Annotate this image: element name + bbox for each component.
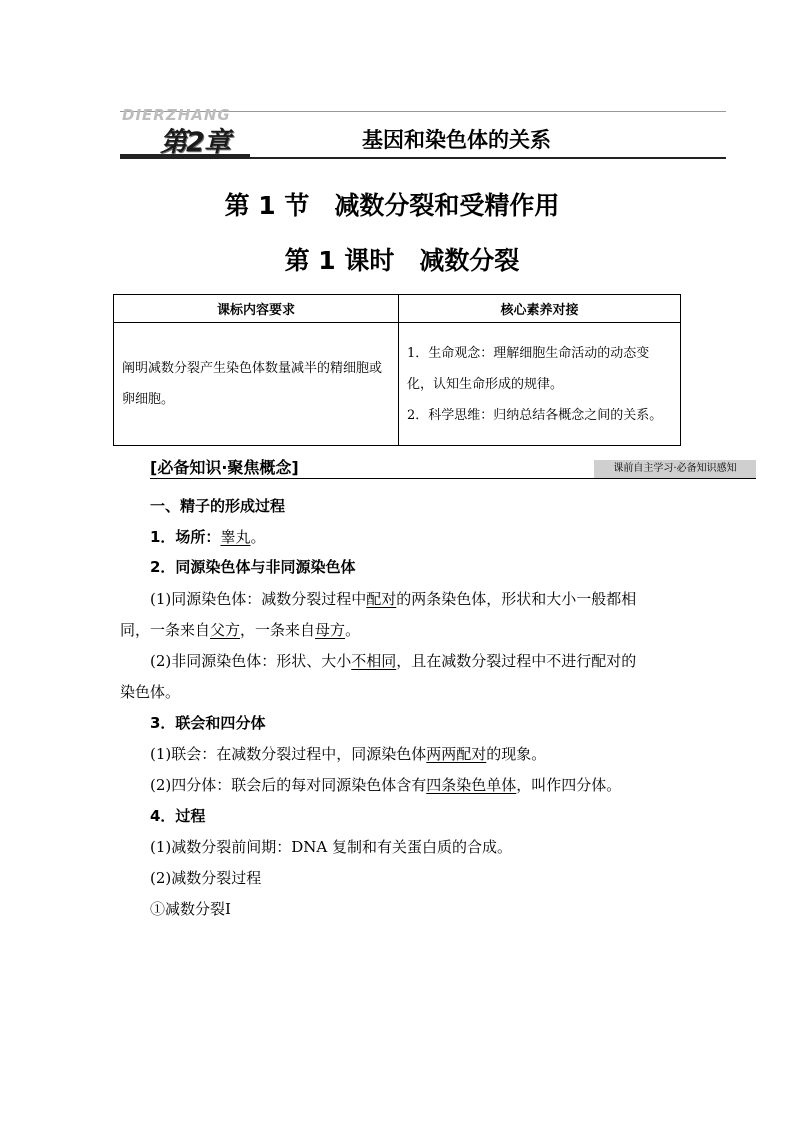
para-meiosis-one: ①减数分裂Ⅰ (150, 900, 231, 918)
para-nonhomologous-line2: 染色体。 (120, 683, 181, 701)
table-header-right: 核心素养对接 (399, 295, 681, 323)
chapter-badge: 第2章 (160, 127, 230, 158)
chapter-title: 基因和染色体的关系 (362, 127, 551, 152)
table-header-left: 课标内容要求 (114, 295, 399, 323)
chapter-header (120, 106, 726, 160)
item-process: 4．过程 (150, 807, 206, 825)
curriculum-requirement: 阐明减数分裂产生染色体数量减半的精细胞或卵细胞。 (114, 323, 399, 446)
header-rule-bottom (120, 157, 726, 159)
lesson-title: 第 1 课时 减数分裂 (284, 246, 520, 275)
table-row (114, 323, 681, 446)
competency-item: 1．生命观念：理解细胞生命活动的动态变化，认知生命形成的规律。 (407, 345, 650, 392)
heading-sperm-formation: 一、精子的形成过程 (150, 497, 286, 515)
item-synapsis: 3．联会和四分体 (150, 714, 266, 732)
para-nonhomologous-line1: (2)非同源染色体：形状、大小不相同，且在减数分裂过程中不进行配对的 (150, 652, 637, 670)
para-homologous-line1: (1)同源染色体：减数分裂过程中配对的两条染色体，形状和大小一般都相 (150, 590, 637, 608)
competency-item: 2．科学思维：归纳总结各概念之间的关系。 (407, 407, 663, 423)
table-header-row (114, 295, 681, 323)
para-homologous-line2: 同，一条来自父方，一条来自母方。 (120, 621, 361, 639)
banner-rule (150, 478, 756, 479)
standards-table (113, 294, 681, 446)
item-homologous: 2．同源染色体与非同源染色体 (150, 558, 356, 576)
para-synapsis: (1)联会：在减数分裂过程中，同源染色体两两配对的现象。 (150, 745, 547, 763)
core-competencies (399, 323, 681, 446)
section-banner: [必备知识·聚焦概念] (150, 458, 299, 477)
section-banner-tag: 课前自主学习·必备知识感知 (594, 460, 756, 478)
para-interphase: (1)减数分裂前间期：DNA 复制和有关蛋白质的合成。 (150, 838, 513, 856)
para-meiosis-process: (2)减数分裂过程 (150, 869, 262, 887)
item-location: 1．场所：睾丸。 (150, 528, 266, 546)
section-title: 第 1 节 减数分裂和受精作用 (224, 191, 560, 220)
para-tetrad: (2)四分体：联会后的每对同源染色体含有四条染色单体，叫作四分体。 (150, 776, 622, 794)
chapter-pinyin: DIERZHANG (122, 106, 231, 124)
